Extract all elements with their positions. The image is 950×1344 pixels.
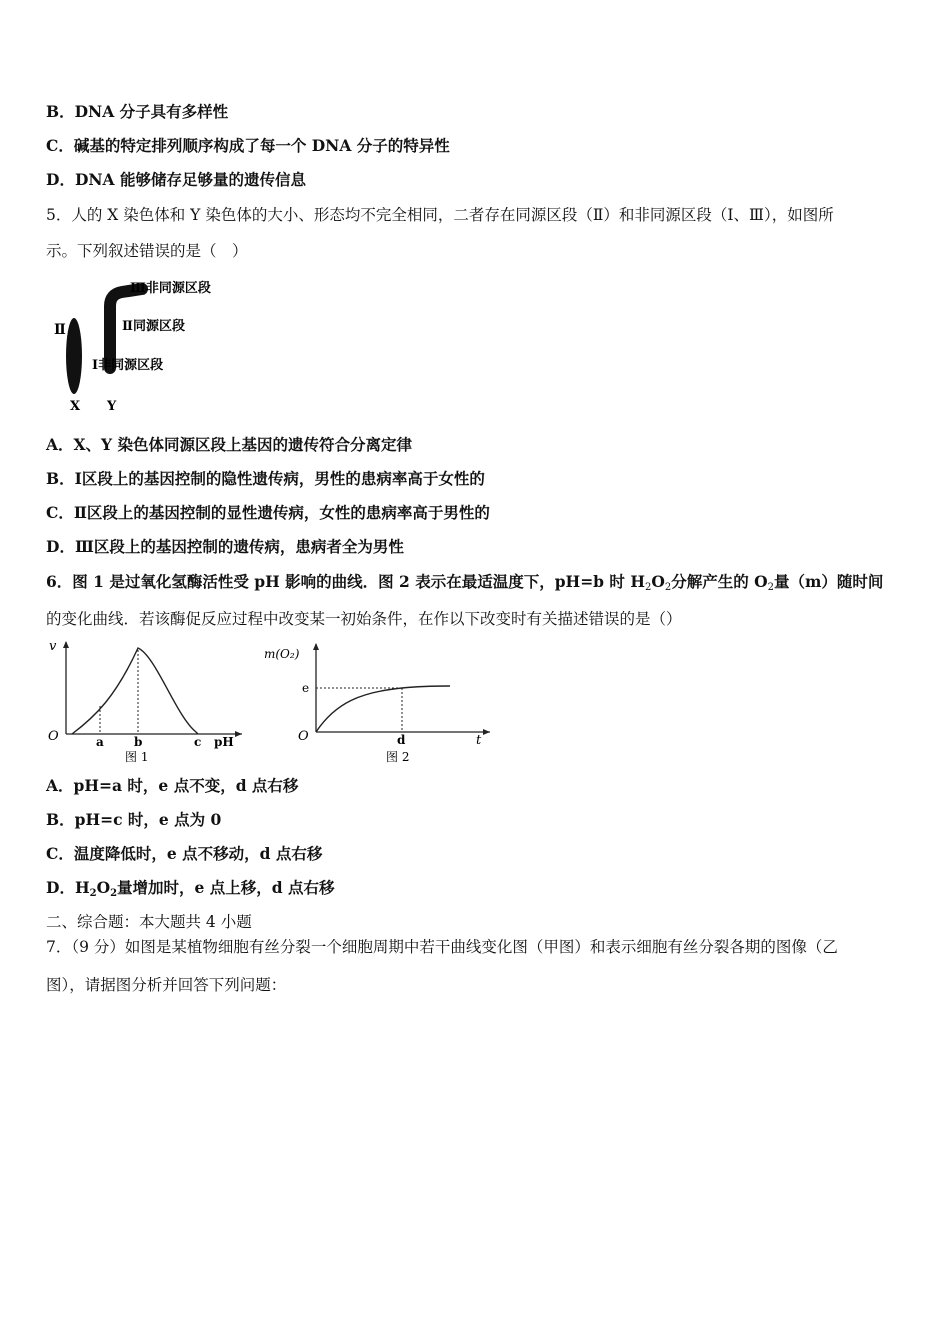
q5-option-b: B．Ⅰ区段上的基因控制的隐性遗传病，男性的患病率高于女性的 [46, 469, 485, 488]
label-i: Ⅰ非同源区段 [92, 358, 164, 373]
q6-stem-c: 分解产生的 O [671, 572, 768, 591]
q5-stem-line2: 示。下列叙述错误的是（ ） [46, 242, 248, 260]
sub-2: 2 [644, 582, 652, 593]
fig2-ylabel: m(O₂) [264, 647, 300, 661]
fig1-tick-a: a [96, 735, 104, 749]
sub-2: 2 [89, 888, 97, 899]
fig2-tick-d: d [397, 733, 406, 747]
x-chromosome [66, 318, 82, 394]
q6-stem-b: O [651, 572, 665, 591]
sub-2: 2 [767, 582, 775, 593]
fig1-tick-c: c [194, 735, 202, 749]
q6-stem-line1 [46, 572, 883, 598]
q6-option-d-a: D．H [46, 878, 90, 897]
fig1-xlabel: pH [214, 735, 234, 749]
fig1-ylabel: v [49, 639, 57, 654]
q6-option-d-c: 量增加时，e 点上移，d 点右移 [117, 878, 335, 897]
sub-2: 2 [664, 582, 672, 593]
label-iii: Ⅲ非同源区段 [130, 281, 211, 296]
q6-option-a: A．pH=a 时，e 点不变，d 点右移 [46, 776, 299, 795]
q6-fig1-ph-curve [46, 636, 246, 768]
label-x: X [70, 399, 81, 414]
fig2-caption: 图 2 [386, 750, 410, 764]
q6-fig2-oxygen-curve [262, 640, 492, 768]
q4-option-c: C．碱基的特定排列顺序构成了每一个 DNA 分子的特异性 [46, 136, 450, 155]
q5-stem-line1: 5．人的 X 染色体和 Y 染色体的大小、形态均不完全相同，二者存在同源区段（Ⅱ）和非同源区段（Ⅰ、Ⅲ），如图所 [46, 206, 834, 224]
q6-option-d-b: O [96, 878, 111, 897]
q6-stem-a: 6．图 1 是过氧化氢酶活性受 pH 影响的曲线．图 2 表示在最适温度下，pH=b 时 H [46, 572, 645, 591]
label-ii-left: Ⅱ [54, 322, 66, 338]
q5-option-d: D．Ⅲ区段上的基因控制的遗传病，患病者全为男性 [46, 537, 404, 556]
fig2-xlabel: t [476, 733, 482, 748]
q6-stem-d: 量（m）随时间 [774, 572, 884, 591]
fig2-origin: O [298, 729, 309, 744]
fig1-caption: 图 1 [125, 750, 149, 764]
sub-2: 2 [110, 888, 118, 899]
q6-option-b: B．pH=c 时，e 点为 0 [46, 810, 222, 829]
fig1-origin: O [48, 729, 59, 744]
q4-option-d: D．DNA 能够储存足够量的遗传信息 [46, 170, 306, 189]
q6-stem-line2: 的变化曲线．若该酶促反应过程中改变某一初始条件，在作以下改变时有关描述错误的是（） [46, 610, 682, 628]
q4-option-b: B．DNA 分子具有多样性 [46, 102, 229, 121]
q6-option-d [46, 878, 335, 904]
label-y: Y [107, 399, 117, 414]
section2-heading: 二、综合题：本大题共 4 小题 [46, 913, 252, 931]
q5-option-c: C．Ⅱ区段上的基因控制的显性遗传病，女性的患病率高于男性的 [46, 503, 490, 522]
label-ii-homologous: Ⅱ同源区段 [122, 319, 185, 334]
q5-chromosome-figure [46, 272, 246, 418]
fig1-tick-b: b [134, 735, 143, 749]
q6-option-c: C．温度降低时，e 点不移动，d 点右移 [46, 844, 323, 863]
fig2-tick-e: e [302, 681, 310, 695]
q7-stem-line1: 7．（9 分）如图是某植物细胞有丝分裂一个细胞周期中若干曲线变化图（甲图）和表示细胞有丝分裂各期的图像（乙 [46, 938, 838, 956]
q7-stem-line2: 图），请据图分析并回答下列问题： [46, 976, 287, 994]
q5-option-a: A．X、Y 染色体同源区段上基因的遗传符合分离定律 [46, 435, 413, 454]
